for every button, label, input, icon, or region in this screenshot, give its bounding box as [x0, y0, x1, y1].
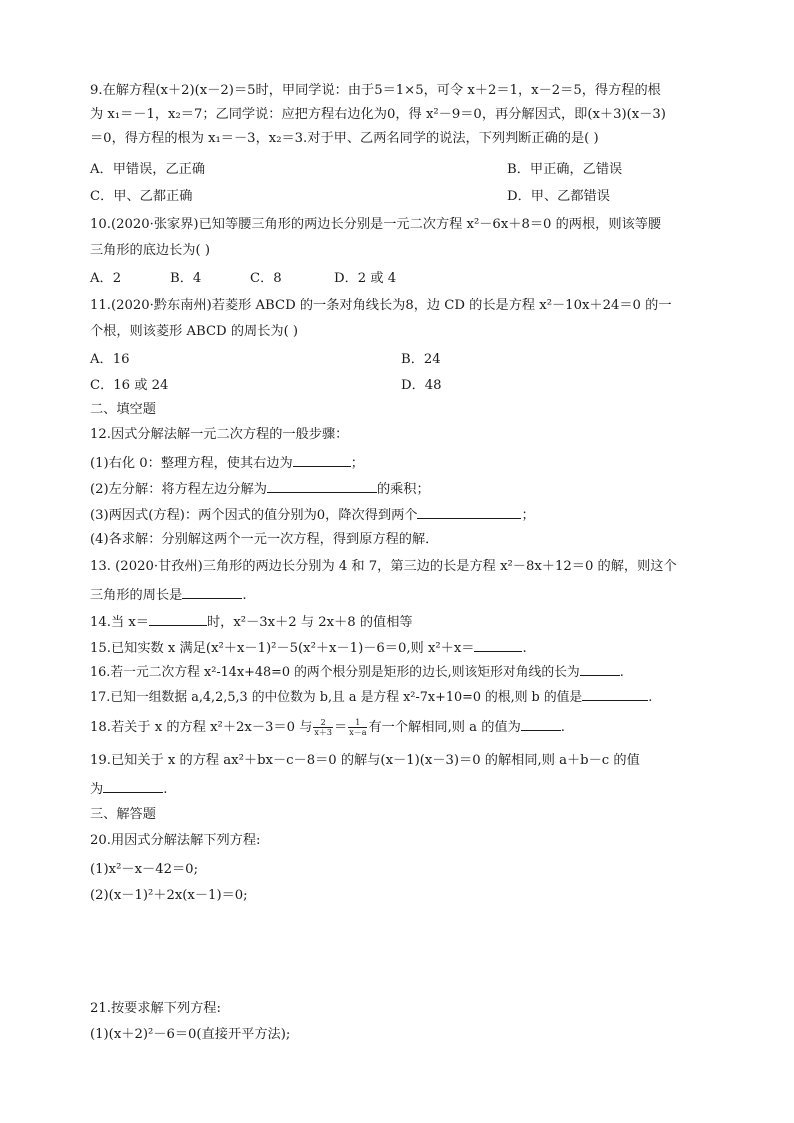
- q17-end: .: [648, 690, 653, 705]
- section-answer-heading: 三、解答题: [90, 807, 156, 822]
- q17-text: 17.已知一组数据 a,4,2,5,3 的中位数为 b,且 a 是方程 x²-7x+10=0 的根,则 b 的值是: [90, 690, 583, 705]
- q18-line: [90, 716, 565, 737]
- q18-fraction-right-denominator: x－a: [349, 728, 367, 737]
- q15-text: 15.已知实数 x 满足(x²＋x－1)²－5(x²＋x－1)－6＝0,则 x²＋x＝: [90, 641, 475, 656]
- q19-end: .: [163, 782, 168, 797]
- q18-equals: ＝: [334, 720, 348, 735]
- q18-text-b: 有一个解相同,则 a 的值为: [368, 720, 521, 735]
- q20-part-2: (2)(x－1)²＋2x(x－1)＝0;: [90, 888, 248, 903]
- q12-step-1-text: (1)右化 0：整理方程，使其右边为: [90, 456, 293, 471]
- q11-line-1: 11.(2020·黔东南州)若菱形 ABCD 的一条对角线长为8，边 CD 的长是方程 x²－10x＋24＝0 的一: [90, 298, 672, 313]
- q9-option-b: B．甲正确，乙错误: [507, 162, 623, 177]
- q13-blank[interactable]: [182, 584, 242, 599]
- q12-step-3-text: (3)两因式(方程)：两个因式的值分别为0，降次得到两个: [90, 508, 418, 523]
- q13-line-2: [90, 584, 247, 605]
- q18-blank[interactable]: [521, 716, 561, 731]
- q12-step-1: [90, 452, 364, 473]
- q14-line: [90, 611, 413, 632]
- q11-line-2: 个根，则该菱形 ABCD 的周长为( ): [90, 324, 299, 339]
- q9-option-c: C．甲、乙都正确: [90, 189, 193, 204]
- q18-fraction-left: [313, 718, 333, 737]
- q13-line-1: 13. (2020·甘孜州)三角形的两边长分别为 4 和 7，第三边的长是方程 x²－8x＋12＝0 的解，则这个: [90, 559, 677, 574]
- q18-fraction-right: [348, 718, 367, 737]
- q18-fraction-left-denominator: x＋3: [314, 728, 332, 737]
- q10-line-1: 10.(2020·张家界)已知等腰三角形的两边长分别是一元二次方程 x²－6x＋8＝0 的两根，则该等腰: [90, 217, 662, 232]
- q10-option-b: B．4: [170, 271, 202, 286]
- q12-step-3-end: ；: [521, 508, 535, 523]
- q21-part-1: (1)(x＋2)²－6＝0(直接开平方法);: [90, 1027, 291, 1042]
- q16-blank[interactable]: [580, 661, 620, 676]
- q19-blank[interactable]: [103, 778, 163, 793]
- q9-line-3: ＝0，得方程的根为 x₁＝－3，x₂＝3.对于甲、乙两名同学的说法，下列判断正确的是( ): [90, 131, 599, 146]
- q20-part-1: (1)x²－x－42＝0;: [90, 862, 199, 877]
- q15-line: [90, 637, 527, 658]
- q12-blank-1[interactable]: [293, 452, 351, 467]
- q12-step-2-text: (2)左分解：将方程左边分解为: [90, 482, 267, 497]
- q15-end: .: [522, 641, 527, 656]
- q19-line-2: [90, 778, 167, 799]
- q12-blank-2[interactable]: [267, 478, 377, 493]
- q9-option-d: D．甲、乙都错误: [507, 189, 610, 204]
- q14-text-b: 时，x²－3x＋2 与 2x＋8 的值相等: [206, 615, 413, 630]
- q12-step-2-end: 的乘积；: [376, 482, 430, 497]
- q13-text: 三角形的周长是: [90, 588, 183, 603]
- q18-end: .: [560, 720, 565, 735]
- q17-blank[interactable]: [582, 686, 648, 701]
- q20-intro: 20.用因式分解法解下列方程:: [90, 833, 261, 848]
- q12-blank-3[interactable]: [417, 504, 521, 519]
- section-fill-in-heading: 二、填空题: [90, 402, 156, 417]
- q16-end: .: [619, 665, 624, 680]
- q12-step-4: (4)各求解：分别解这两个一元一次方程，得到原方程的解．: [90, 532, 439, 547]
- q9-option-a: A．甲错误，乙正确: [90, 162, 206, 177]
- q14-blank[interactable]: [149, 611, 207, 626]
- q15-blank[interactable]: [474, 637, 522, 652]
- q18-fraction-left-numerator: 2: [313, 718, 333, 728]
- q18-text-a: 18.若关于 x 的方程 x²＋2x－3＝0 与: [90, 720, 313, 735]
- q11-option-c: C．16 或 24: [90, 378, 169, 393]
- q12-step-1-end: ；: [350, 456, 364, 471]
- q9-line-1: 9.在解方程(x＋2)(x－2)＝5时，甲同学说：由于5＝1×5，可令 x＋2＝1，x－2＝5，得方程的根: [90, 83, 661, 98]
- q16-line: [90, 661, 624, 682]
- q17-line: [90, 686, 652, 707]
- q19-text: 为: [90, 782, 104, 797]
- q12-step-2: [90, 478, 430, 499]
- q21-intro: 21.按要求解下列方程:: [90, 1001, 221, 1016]
- q18-fraction-right-numerator: 1: [348, 718, 367, 728]
- q12-step-3: [90, 504, 535, 525]
- q10-option-c: C．8: [250, 271, 282, 286]
- q19-line-1: 19.已知关于 x 的方程 ax²＋bx－c－8＝0 的解与(x－1)(x－3)＝0 的解相同,则 a＋b－c 的值: [90, 753, 640, 768]
- q14-text-a: 14.当 x＝: [90, 615, 149, 630]
- q11-option-d: D．48: [401, 378, 442, 393]
- q10-line-2: 三角形的底边长为( ): [90, 243, 210, 258]
- q12-intro: 12.因式分解法解一元二次方程的一般步骤：: [90, 427, 349, 442]
- q11-option-b: B．24: [401, 352, 441, 367]
- q11-option-a: A．16: [90, 352, 130, 367]
- q13-end: .: [242, 588, 247, 603]
- q10-option-d: D．2 或 4: [334, 271, 397, 286]
- q16-text: 16.若一元二次方程 x²-14x+48=0 的两个根分别是矩形的边长,则该矩形对角线的长为: [90, 665, 580, 680]
- q9-line-2: 为 x₁＝－1，x₂＝7；乙同学说：应把方程右边化为0，得 x²－9＝0，再分解因式，即(x＋3)(x－3): [90, 107, 666, 122]
- q10-option-a: A．2: [90, 271, 122, 286]
